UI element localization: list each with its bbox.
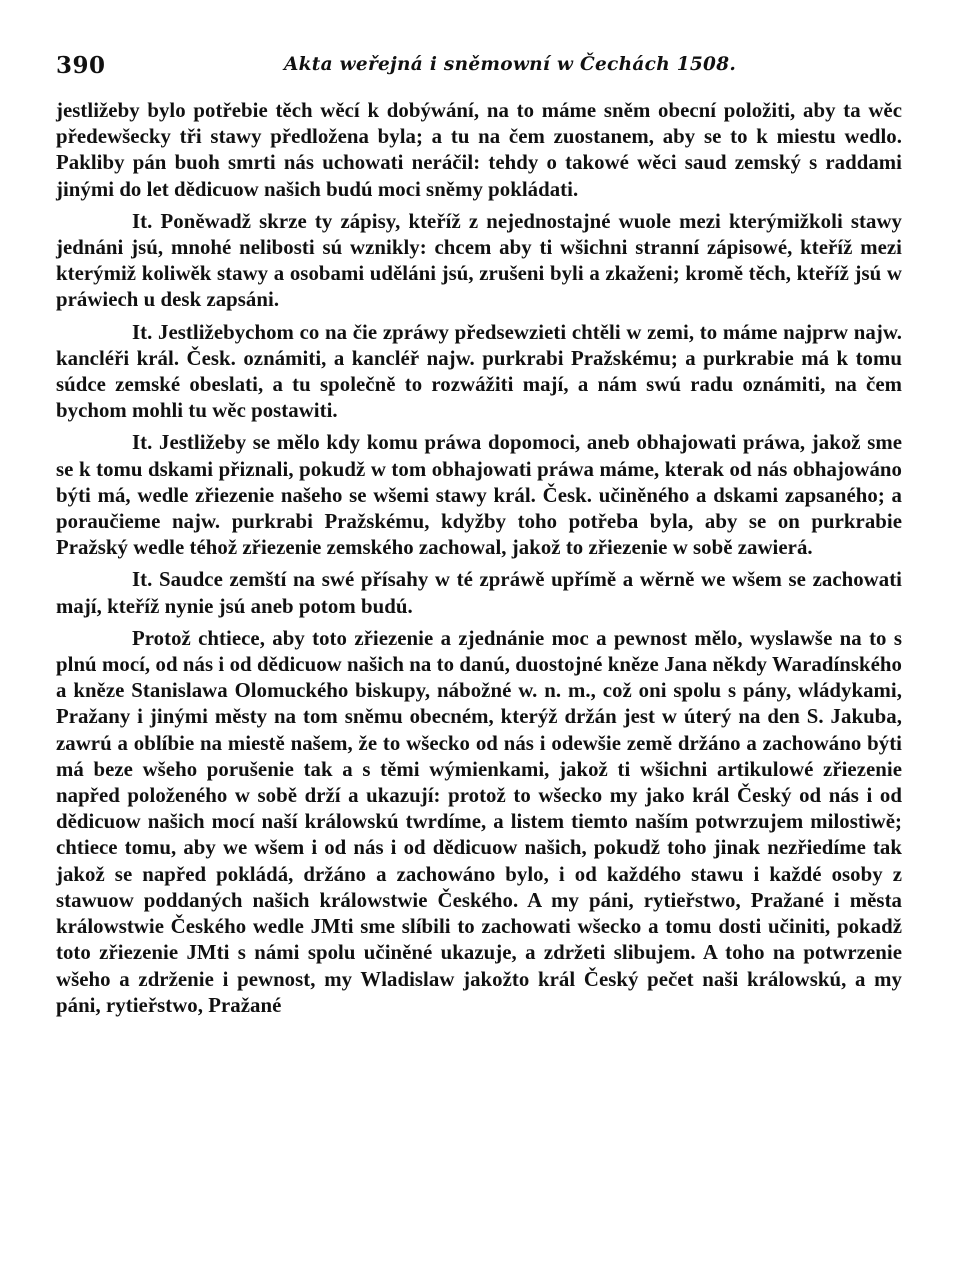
body-text xyxy=(56,98,902,1019)
page-header xyxy=(56,52,902,88)
paragraph-item-prawa: It. Jestližeby se mělo kdy komu práwa dopomoci, aneb obhajowati práwa, jakož sme se k tomu dskami přiznali, pokudž w tom obhajowati práwa máme, kterak od nás obhajowáno býti má, wedle zřiezenie našeho se wšemi stawy král. Česk. učiněného a dskami zapsaného; a poraučieme najw. purkrabi Pražskému, kdyžby toho potřeba byla, aby se on purkrabie Pražský wedle téhož zřiezenie zemského zachowal, jakož to zřiezenie w sobě zawierá. xyxy=(56,431,902,560)
paragraph-item-zprawy: It. Jestližebychom co na čie zpráwy předsewzieti chtěli w zemi, to máme najprw najw. kancléři král. Česk. oznámiti, a kancléř najw. purkrabi Pražskému; a purkrabie má k tomu súdce zemské obeslati, a tu společně to rozwážiti mají, a nám swú radu oznámiti, na čem bychom mohli tu wěc postawiti. xyxy=(56,320,902,423)
paragraph-conclusion: Protož chtiece, aby toto zřiezenie a zjednánie moc a pewnost mělo, wyslawše na to s plnú mocí, od nás i od dědicuow našich na to danú, duostojné kněze Jana někdy Waradínského a kněze Stanislawa Olomuckého biskupy, nábožné w. n. m., což oni spolu s pány, wládykami, Pražany i jinými městy na tom sněmu obecném, kterýž držán jest w úterý na den S. Jakuba, zawrú a oblíbie na miestě našem, že to wšecko od nás i odewšie země držáno a zachowáno býti má beze wšeho porušenie tak a s těmi wýmienkami, jakož ti wšichni artikulowé zřiezenie napřed položeného w sobě drží a ukazují: protož to wšecko my jako král Český od nás i od dědicuow našich mocí naší králowskú twrdíme, a listem tiemto naším potwrzujem milostiwě; chtiece tomu, aby we wšem i od nás i od dědicuow našich, pokudž toho jinak nezřiedíme tak jakož se napřed pokládá, držáno a zachowáno bylo, i od každého stawu i každé osoby z stawuow poddaných našich králowstwie Českého. A my páni, rytieřstwo, Pražané i města králowstwie Českého wedle JMti sme slíbili to zachowati wšecko a tomu dosti učiniti, pokadž toto zřiezenie JMti s námi spolu učiněné ukazuje, a zdržeti slibujem. A toho na potwrzenie wšeho a zdrženie i pewnost, my Wladislaw jakožto král Český pečet naši králowskú, a my páni, rytieřstwo, Pražané xyxy=(56,626,902,1017)
paragraph-continuation: jestližeby bylo potřebie těch wěcí k dobýwání, na to máme sněm obecní položiti, aby ta wěc předewšecky tři stawy předložena byla; a tu na čem zuostanem, aby se to k miestu wedlo. Pakliby pán buoh smrti nás uchowati neráčil: tehdy o takowé wěci saud zemský s raddami jinými do let dědicuow našich budú moci sněmy pokládati. xyxy=(56,99,902,201)
page-number: 390 xyxy=(56,52,106,79)
document-page xyxy=(56,52,902,1019)
running-title: Akta weřejná i sněmowní w Čechách 1508. xyxy=(284,54,737,75)
paragraph-item-zapisy: It. Poněwadž skrze ty zápisy, kteříž z nejednostajné wuole mezi kterýmižkoli stawy jednáni jsú, mnohé nelibosti sú wznikly: chcem aby ti wšichni stranní zápisowé, kteříž mezi kterýmiž koliwěk stawy a osobami uděláni jsú, zrušeni byli a zkaženi; kromě těch, kteříž jsú w práwiech u desk zapsáni. xyxy=(56,209,902,312)
paragraph-item-saudce: It. Saudce zemští na swé přísahy w té zpráwě upřímě a wěrně we wšem se zachowati mají, kteříž nynie jsú aneb potom budú. xyxy=(56,568,902,618)
